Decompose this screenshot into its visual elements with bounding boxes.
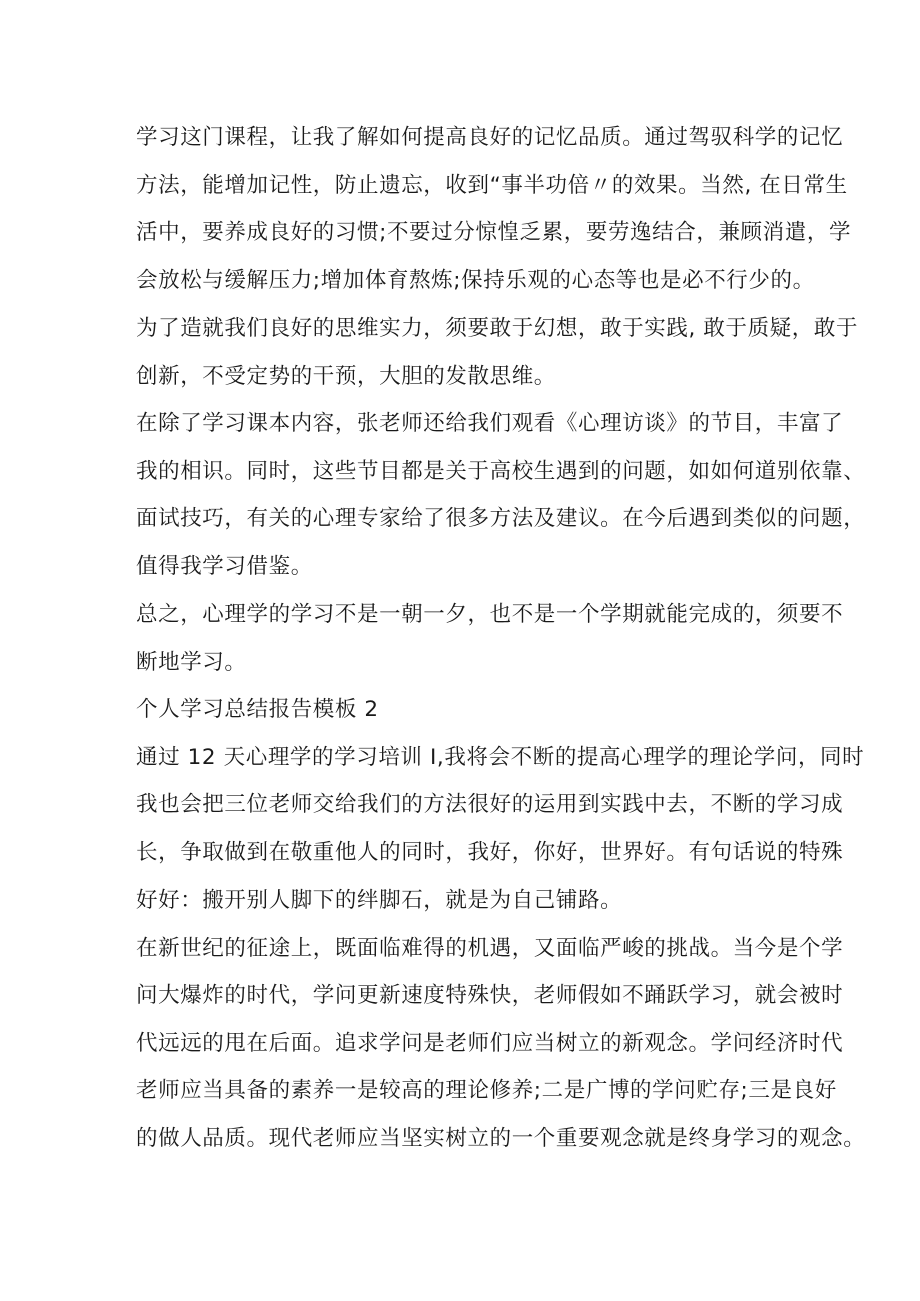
text-line: 创新，不受定势的干预，大胆的发散思维。 (136, 364, 556, 389)
text-line: 总之，心理学的学习不是一朝一夕，也不是一个学期就能完成的，须要不 (136, 602, 844, 627)
text-line: 值得我学习借鉴。 (136, 554, 313, 579)
text-line: 在新世纪的征途上，既面临难得的机遇，又面临严峻的挑战。当今是个学 (136, 936, 844, 961)
text-line: 问大爆炸的时代，学问更新速度特殊快，老师假如不踊跃学习，就会被时 (136, 983, 844, 1008)
text-line: 通过 12 天心理学的学习培训 I,我将会不断的提高心理学的理论学问，同时 (136, 745, 865, 770)
text-line: 面试技巧，有关的心理专家给了很多方法及建议。在今后遇到类似的问题， (136, 506, 866, 531)
text-line: 的做人品质。现代老师应当坚实树立的一个重要观念就是终身学习的观念。 (136, 1126, 866, 1151)
text-line: 长，争取做到在敬重他人的同时，我好，你好，世界好。有句话说的特殊 (136, 840, 844, 865)
text-line: 为了造就我们良好的思维实力，须要敢于幻想，敢于实践, 敢于质疑，敢于 (136, 316, 859, 341)
text-line: 老师应当具备的素养一是较高的理论修养;二是广博的学问贮存;三是良好 (136, 1078, 837, 1103)
text-line: 代远远的甩在后面。追求学问是老师们应当树立的新观念。学问经济时代 (136, 1031, 844, 1056)
text-line: 在除了学习课本内容，张老师还给我们观看《心理访谈》的节目，丰富了 (136, 411, 844, 436)
text-line: 我的相识。同时，这些节目都是关于高校生遇到的问题，如如何道别依靠、 (136, 459, 866, 484)
text-line: 方法，能增加记性，防止遗忘，收到“事半功倍〃的效果。当然, 在日常生 (136, 173, 848, 198)
text-line: 学习这门课程，让我了解如何提高良好的记忆品质。通过驾驭科学的记忆 (136, 125, 844, 150)
text-line: 我也会把三位老师交给我们的方法很好的运用到实践中去，不断的学习成 (136, 792, 844, 817)
text-line: 断地学习。 (136, 650, 247, 675)
text-line: 活中，要养成良好的习惯;不要过分惊惶乏累，要劳逸结合，兼顾消遣，学 (136, 220, 852, 245)
section-heading: 个人学习总结报告模板 2 (136, 697, 379, 722)
text-line: 好好：搬开别人脚下的绊脚石，就是为自己铺路。 (136, 888, 623, 913)
text-line: 会放松与缓解压力;增加体育熬炼;保持乐观的心态等也是必不行少的。 (136, 268, 815, 293)
